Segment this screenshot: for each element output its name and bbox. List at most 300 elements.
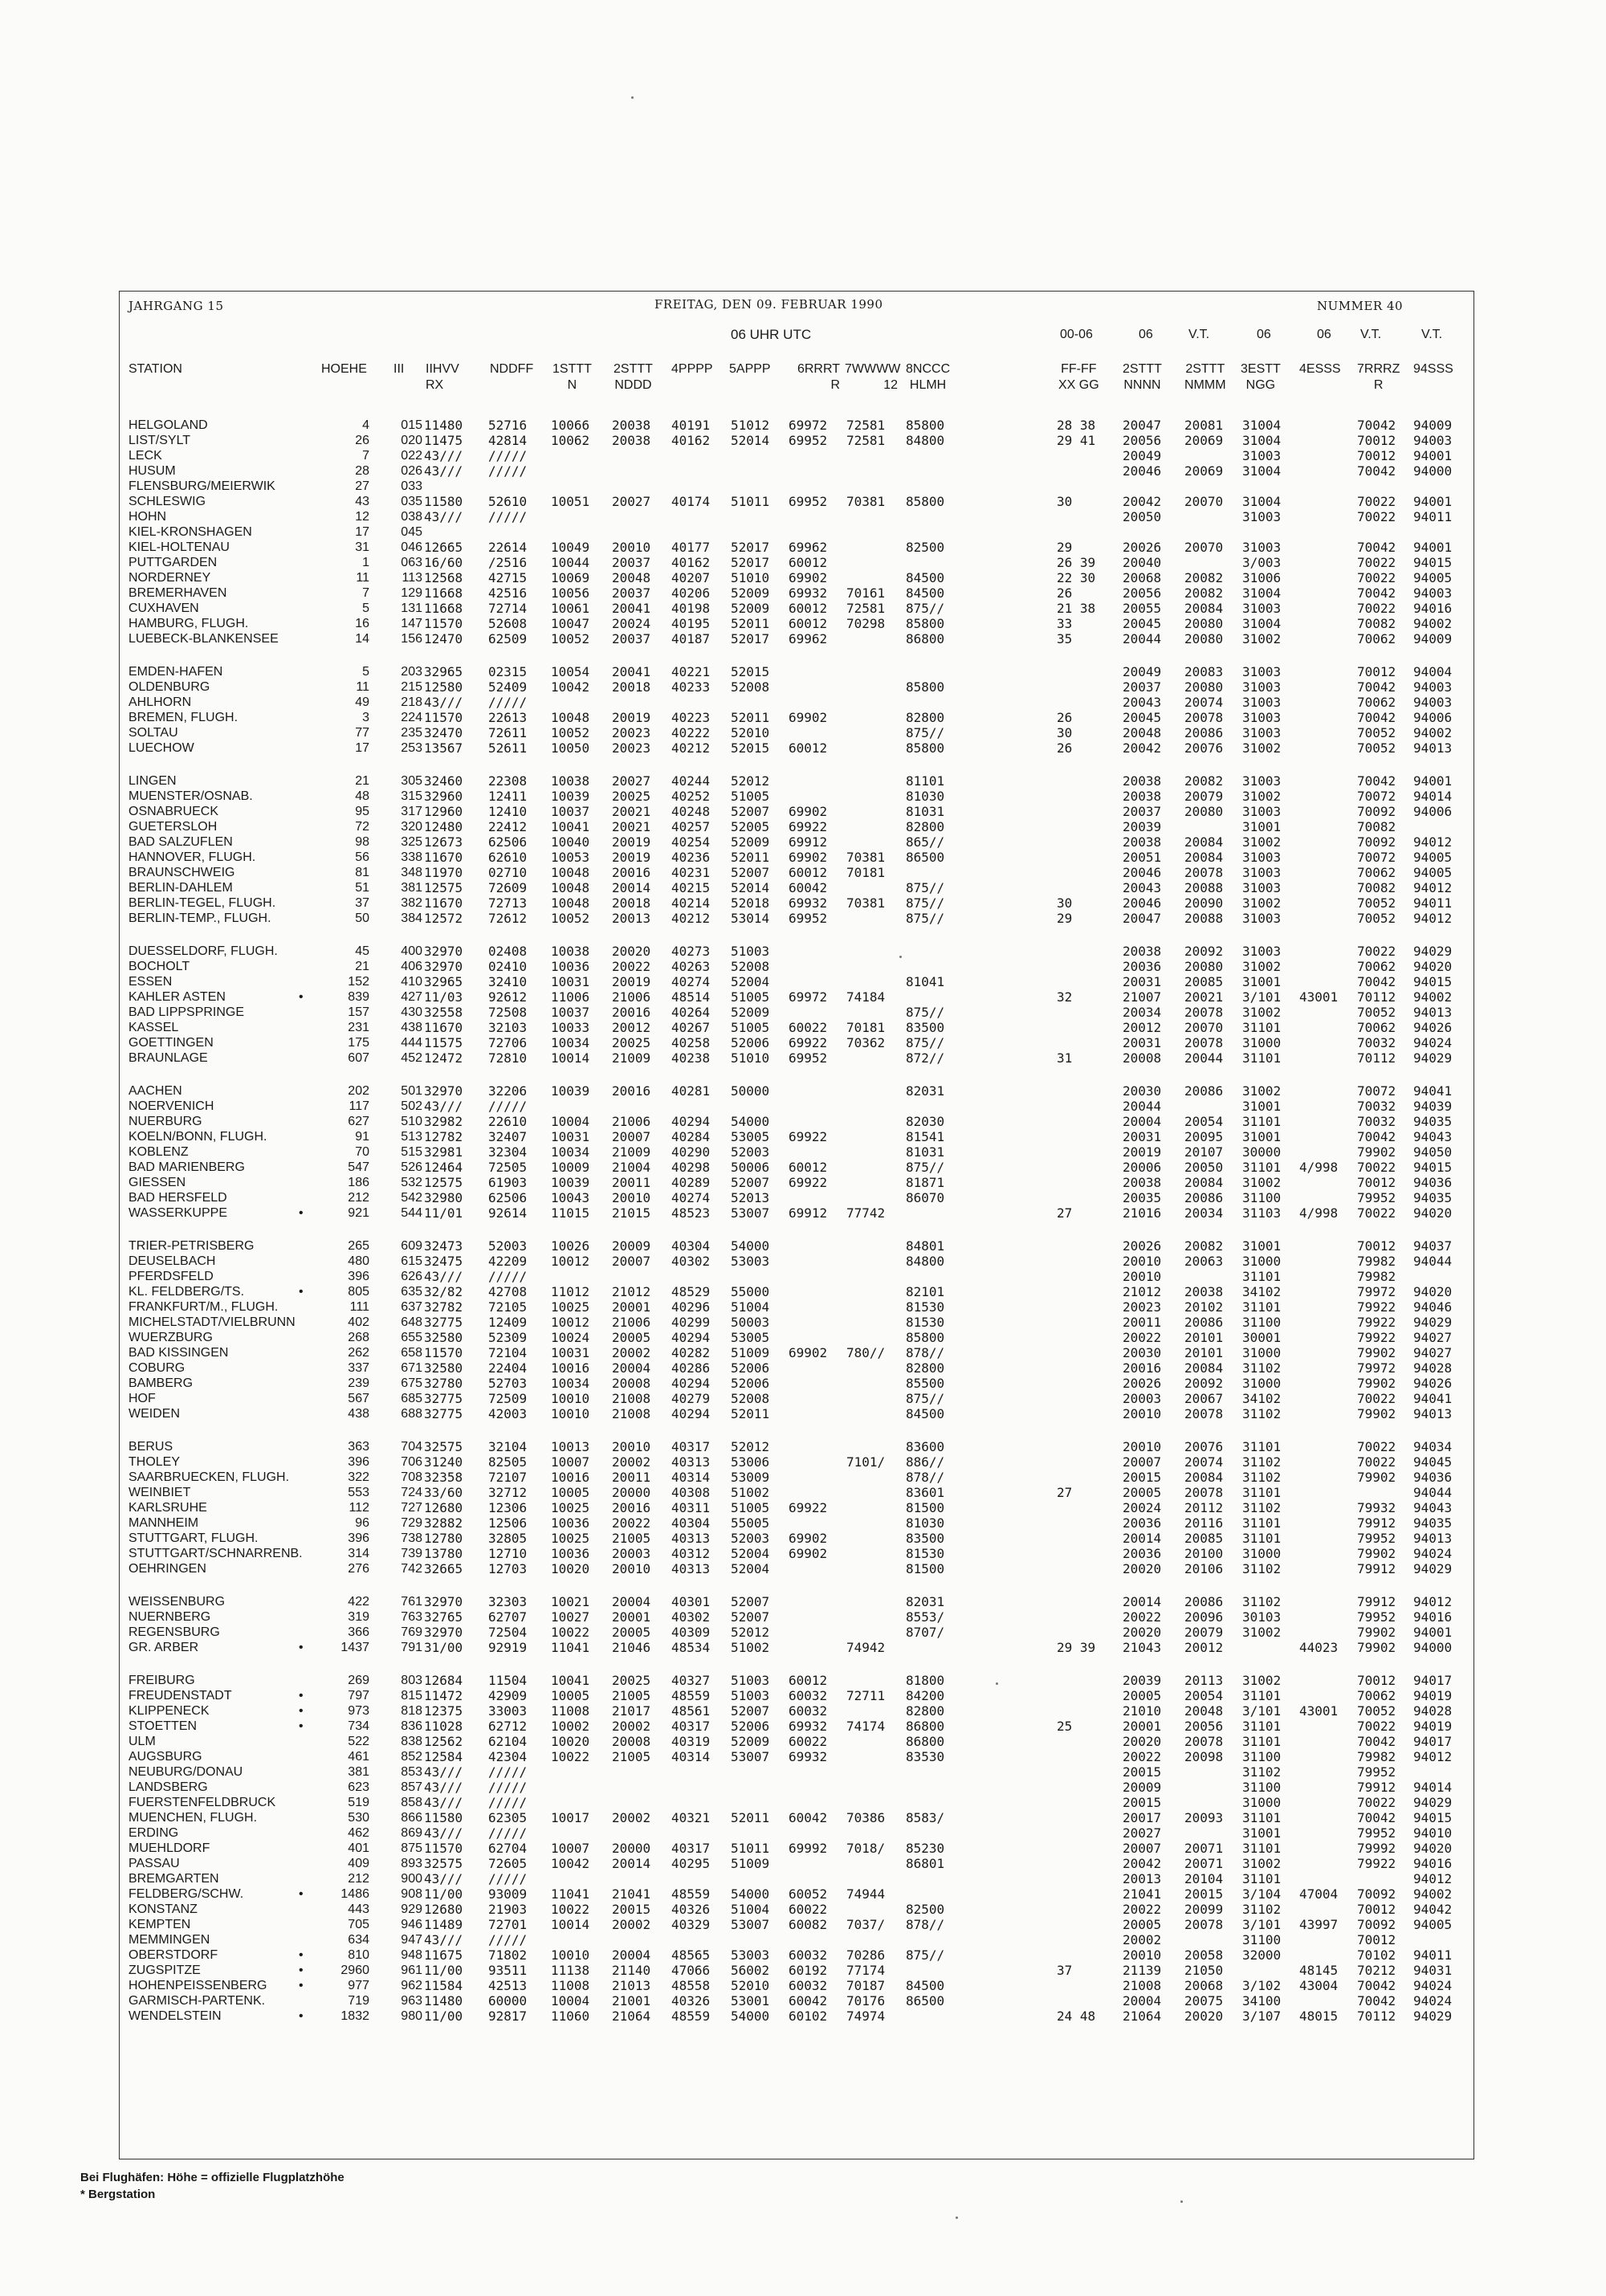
supplementary-group: 20098 — [1184, 1749, 1224, 1764]
synop-group: 92612 — [488, 989, 528, 1005]
synop-group: 32470 — [424, 725, 463, 740]
table-row — [0, 1144, 1606, 1160]
table-row — [0, 433, 1606, 449]
synop-group: 20004 — [612, 1947, 651, 1963]
synop-group: 12562 — [424, 1734, 463, 1749]
synop-group: 11668 — [424, 585, 463, 601]
synop-group: 10012 — [551, 1315, 590, 1330]
supplementary-group: 31101 — [1242, 1439, 1282, 1454]
synop-group: 62506 — [488, 834, 528, 850]
synop-group: 60000 — [488, 1993, 528, 2008]
supplementary-group: 70082 — [1357, 819, 1396, 834]
supplementary-group: 94002 — [1413, 1886, 1453, 1902]
supplementary-group: 31001 — [1242, 1129, 1282, 1144]
supplementary-group: 31003 — [1242, 601, 1282, 616]
supplementary-group: 29 — [1057, 540, 1073, 555]
synop-group: 32775 — [424, 1406, 463, 1421]
supplementary-group: 20058 — [1184, 1947, 1224, 1963]
synop-group: 48559 — [671, 1688, 711, 1703]
station-height: 396 — [348, 1531, 369, 1545]
synop-group: 10041 — [551, 1673, 590, 1688]
synop-group: 52007 — [731, 1175, 770, 1190]
synop-group: 11/00 — [424, 1886, 463, 1902]
supplementary-group: 20037 — [1123, 804, 1162, 819]
station-index: 400 — [401, 944, 422, 958]
mountain-station-marker: • — [299, 2009, 304, 2023]
supplementary-group: 31102 — [1242, 1594, 1282, 1609]
station-name: MANNHEIM — [128, 1516, 199, 1530]
synop-group: ///// — [488, 1871, 528, 1886]
synop-group: 69902 — [789, 1531, 828, 1546]
supplementary-group: 30103 — [1242, 1609, 1282, 1625]
supplementary-group: 94012 — [1413, 911, 1453, 926]
supplementary-group: 20046 — [1123, 865, 1162, 880]
station-name: HELGOLAND — [128, 418, 208, 432]
station-index: 410 — [401, 975, 422, 989]
synop-group: 40317 — [671, 1841, 711, 1856]
supplementary-group: 31101 — [1242, 1810, 1282, 1825]
supplementary-group: 20015 — [1123, 1764, 1162, 1780]
synop-group: 31240 — [424, 1454, 463, 1470]
synop-group: 40263 — [671, 959, 711, 974]
station-index: 035 — [401, 495, 422, 508]
station-index: 962 — [401, 1979, 422, 1992]
synop-group: 48565 — [671, 1947, 711, 1963]
supplementary-group: 31000 — [1242, 1254, 1282, 1269]
station-index: 325 — [401, 835, 422, 849]
synop-group: 10069 — [551, 570, 590, 585]
scan-speck — [631, 96, 634, 99]
supplementary-group: 20015 — [1184, 1886, 1224, 1902]
supplementary-group: 3/104 — [1242, 1886, 1282, 1902]
synop-group: 43/// — [424, 509, 463, 524]
station-name: MEMMINGEN — [128, 1933, 210, 1947]
synop-group: 10053 — [551, 850, 590, 865]
supplementary-group: 70022 — [1357, 1439, 1396, 1454]
supplementary-group: 94017 — [1413, 1673, 1453, 1688]
table-row — [0, 1673, 1606, 1689]
station-name: COBURG — [128, 1361, 185, 1375]
supplementary-group: 20010 — [1123, 1406, 1162, 1421]
synop-group: 10041 — [551, 819, 590, 834]
station-index: 818 — [401, 1704, 422, 1718]
supplementary-group: 20095 — [1184, 1129, 1224, 1144]
supplementary-group: 27 — [1057, 1205, 1073, 1221]
synop-group: 51005 — [731, 1020, 770, 1035]
scan-speck — [899, 956, 902, 958]
synop-group: 12464 — [424, 1160, 463, 1175]
station-name: BRAUNLAGE — [128, 1051, 208, 1065]
supplementary-group: 79912 — [1357, 1594, 1396, 1609]
synop-group: ///// — [488, 1780, 528, 1795]
supplementary-group: 30 — [1057, 494, 1073, 509]
synop-group: 53007 — [731, 1749, 770, 1764]
synop-group: 11472 — [424, 1688, 463, 1703]
synop-group: 40296 — [671, 1299, 711, 1315]
supplementary-group: 79972 — [1357, 1284, 1396, 1299]
supplementary-group: 20083 — [1184, 664, 1224, 679]
synop-group: 55000 — [731, 1284, 770, 1299]
synop-group: 69922 — [789, 1175, 828, 1190]
station-name: BERLIN-DAHLEM — [128, 881, 233, 895]
station-index: 724 — [401, 1486, 422, 1499]
synop-group: 8583/ — [906, 1810, 945, 1825]
supplementary-group: 20015 — [1123, 1795, 1162, 1810]
synop-group: 40319 — [671, 1734, 711, 1749]
synop-group: 12470 — [424, 631, 463, 646]
supplementary-group: 94029 — [1413, 1561, 1453, 1576]
station-index: 544 — [401, 1206, 422, 1220]
synop-group: 51010 — [731, 1050, 770, 1066]
synop-group: 48534 — [671, 1640, 711, 1655]
supplementary-group: 94042 — [1413, 1902, 1453, 1917]
supplementary-group: 20101 — [1184, 1345, 1224, 1360]
supplementary-group: 31003 — [1242, 695, 1282, 710]
synop-group: 11/00 — [424, 1963, 463, 1978]
table-row — [0, 1932, 1606, 1948]
synop-group: 12306 — [488, 1500, 528, 1515]
synop-group: 21012 — [612, 1284, 651, 1299]
supplementary-group: 20112 — [1184, 1500, 1224, 1515]
synop-group: 52008 — [731, 679, 770, 695]
supplementary-group: 20001 — [1123, 1719, 1162, 1734]
synop-group: 32882 — [424, 1515, 463, 1531]
synop-group: 53009 — [731, 1470, 770, 1485]
station-index: 688 — [401, 1407, 422, 1421]
hdr-r2sttt: 2STTT NNNN — [1123, 362, 1162, 392]
supplementary-group: 94001 — [1413, 540, 1453, 555]
synop-group: 13567 — [424, 740, 463, 756]
station-name: CUXHAVEN — [128, 602, 199, 615]
supplementary-group: 20023 — [1123, 1299, 1162, 1315]
synop-group: 32960 — [424, 789, 463, 804]
station-height: 21 — [355, 960, 369, 973]
supplementary-group: 70042 — [1357, 1129, 1396, 1144]
station-name: AUGSBURG — [128, 1750, 202, 1764]
supplementary-group: 3/101 — [1242, 989, 1282, 1005]
footer-note-airports: Bei Flughäfen: Höhe = offizielle Flugplatzhöhe — [80, 2171, 344, 2184]
station-height: 1437 — [340, 1641, 369, 1654]
synop-group: 10020 — [551, 1734, 590, 1749]
synop-group: 40279 — [671, 1391, 711, 1406]
synop-group: 70298 — [846, 616, 886, 631]
supplementary-group: 94024 — [1413, 1993, 1453, 2008]
station-height: 366 — [348, 1625, 369, 1639]
synop-group: 32303 — [488, 1594, 528, 1609]
synop-group: 72714 — [488, 601, 528, 616]
supplementary-group: 70072 — [1357, 850, 1396, 865]
synop-group: 12480 — [424, 819, 463, 834]
station-name: ZUGSPITZE — [128, 1964, 201, 1977]
supplementary-group: 20035 — [1123, 1190, 1162, 1205]
synop-group: 60022 — [789, 1020, 828, 1035]
synop-group: 74974 — [846, 2008, 886, 2024]
supplementary-group: 94005 — [1413, 570, 1453, 585]
supplementary-group: 94011 — [1413, 895, 1453, 911]
supplementary-group: 31102 — [1242, 1500, 1282, 1515]
synop-group: 875// — [906, 1947, 945, 1963]
supplementary-group: 20078 — [1184, 1035, 1224, 1050]
synop-group: 10034 — [551, 1144, 590, 1160]
synop-group: 10016 — [551, 1360, 590, 1376]
station-name: FREIBURG — [128, 1674, 195, 1687]
station-name: DEUSELBACH — [128, 1254, 216, 1268]
supplementary-group: 70062 — [1357, 695, 1396, 710]
supplementary-group: 20096 — [1184, 1609, 1224, 1625]
supplementary-group: 20030 — [1123, 1083, 1162, 1099]
synop-group: 60082 — [789, 1917, 828, 1932]
synop-group: 10022 — [551, 1749, 590, 1764]
synop-group: 20010 — [612, 1561, 651, 1576]
station-index: 218 — [401, 695, 422, 709]
supplementary-group: 31100 — [1242, 1315, 1282, 1330]
synop-group: 21001 — [612, 1993, 651, 2008]
station-name: WENDELSTEIN — [128, 2009, 222, 2023]
synop-group: 52716 — [488, 418, 528, 433]
synop-group: 22614 — [488, 540, 528, 555]
supplementary-group: 70022 — [1357, 509, 1396, 524]
synop-group: 61903 — [488, 1175, 528, 1190]
synop-group: 20018 — [612, 679, 651, 695]
synop-group: 84800 — [906, 433, 945, 448]
supplementary-group: 20015 — [1123, 1470, 1162, 1485]
synop-group: 875// — [906, 1005, 945, 1020]
supplementary-group: 32000 — [1242, 1947, 1282, 1963]
synop-group: 52015 — [731, 664, 770, 679]
supplementary-group: 24 48 — [1057, 2008, 1096, 2024]
supplementary-group: 20104 — [1184, 1871, 1224, 1886]
synop-group: 12680 — [424, 1500, 463, 1515]
supplementary-group: 20078 — [1184, 1917, 1224, 1932]
synop-group: 40252 — [671, 789, 711, 804]
synop-group: 60012 — [789, 1673, 828, 1688]
synop-group: 10021 — [551, 1594, 590, 1609]
synop-group: 42909 — [488, 1688, 528, 1703]
station-index: 685 — [401, 1392, 422, 1405]
station-name: HAMBURG, FLUGH. — [128, 617, 249, 630]
supplementary-group: 94013 — [1413, 1406, 1453, 1421]
synop-group: 72609 — [488, 880, 528, 895]
station-index: 253 — [401, 741, 422, 755]
synop-group: 32782 — [424, 1299, 463, 1315]
synop-group: 70381 — [846, 494, 886, 509]
supplementary-group: 70072 — [1357, 1083, 1396, 1099]
supplementary-group: 33 — [1057, 616, 1073, 631]
synop-group: 20016 — [612, 1005, 651, 1020]
synop-group: 20037 — [612, 555, 651, 570]
supplementary-group: 20055 — [1123, 601, 1162, 616]
synop-group: 74174 — [846, 1719, 886, 1734]
synop-group: 85500 — [906, 1376, 945, 1391]
table-row — [0, 1175, 1606, 1191]
synop-group: 81530 — [906, 1315, 945, 1330]
station-index: 763 — [401, 1610, 422, 1624]
synop-group: 12375 — [424, 1703, 463, 1719]
synop-group: 72581 — [846, 418, 886, 433]
supplementary-group: 20069 — [1184, 463, 1224, 479]
synop-group: 52018 — [731, 895, 770, 911]
supplementary-group: 70042 — [1357, 974, 1396, 989]
supplementary-group: 94034 — [1413, 1439, 1453, 1454]
synop-group: 21013 — [612, 1978, 651, 1993]
supplementary-group: 31003 — [1242, 944, 1282, 959]
supplementary-group: 20078 — [1184, 1406, 1224, 1421]
supplementary-group: 20004 — [1123, 1114, 1162, 1129]
supplementary-group: 32 — [1057, 989, 1073, 1005]
synop-group: 69932 — [789, 585, 828, 601]
synop-group: 20020 — [612, 944, 651, 959]
station-index: 803 — [401, 1674, 422, 1687]
synop-group: 72104 — [488, 1345, 528, 1360]
station-height: 409 — [348, 1857, 369, 1870]
table-row — [0, 1035, 1606, 1051]
supplementary-group: 79982 — [1357, 1269, 1396, 1284]
synop-group: 48561 — [671, 1703, 711, 1719]
station-index: 857 — [401, 1780, 422, 1794]
table-row — [0, 540, 1606, 556]
supplementary-group: 79972 — [1357, 1360, 1396, 1376]
synop-group: 53003 — [731, 1947, 770, 1963]
supplementary-group: 31101 — [1242, 1531, 1282, 1546]
synop-group: 40314 — [671, 1470, 711, 1485]
station-height: 276 — [348, 1562, 369, 1576]
synop-group: 72713 — [488, 895, 528, 911]
supplementary-group: 20082 — [1184, 1238, 1224, 1254]
synop-group: 43/// — [424, 463, 463, 479]
supplementary-group: 20022 — [1123, 1902, 1162, 1917]
table-row — [0, 989, 1606, 1005]
synop-group: 40206 — [671, 585, 711, 601]
supplementary-group: 20086 — [1184, 1315, 1224, 1330]
station-height: 921 — [348, 1206, 369, 1220]
synop-group: 40273 — [671, 944, 711, 959]
station-index: 147 — [401, 617, 422, 630]
supplementary-group: 94035 — [1413, 1190, 1453, 1205]
synop-group: 11/01 — [424, 1205, 463, 1221]
station-name: AACHEN — [128, 1084, 182, 1098]
supplementary-group: 94015 — [1413, 555, 1453, 570]
supplementary-group: 31001 — [1242, 1825, 1282, 1841]
station-index: 156 — [401, 632, 422, 646]
supplementary-group: 94029 — [1413, 2008, 1453, 2024]
synop-group: 20002 — [612, 1345, 651, 1360]
supplementary-group: 94016 — [1413, 1609, 1453, 1625]
station-height: 231 — [348, 1021, 369, 1034]
table-row — [0, 819, 1606, 835]
synop-group: 52409 — [488, 679, 528, 695]
supplementary-group: 31101 — [1242, 1050, 1282, 1066]
supplementary-group: 21064 — [1123, 2008, 1162, 2024]
table-row — [0, 1947, 1606, 1964]
synop-group: 32765 — [424, 1609, 463, 1625]
supplementary-group: 21 38 — [1057, 601, 1096, 616]
synop-group: 40248 — [671, 804, 711, 819]
synop-group: 52610 — [488, 494, 528, 509]
supplementary-group: 20078 — [1184, 1005, 1224, 1020]
synop-group: 40177 — [671, 540, 711, 555]
synop-group: 69932 — [789, 1749, 828, 1764]
synop-group: 11015 — [551, 1205, 590, 1221]
synop-group: 20022 — [612, 959, 651, 974]
synop-group: 51003 — [731, 1688, 770, 1703]
supplementary-group: 27 — [1057, 1485, 1073, 1500]
station-index: 980 — [401, 2009, 422, 2023]
station-name: PFERDSFELD — [128, 1270, 214, 1283]
synop-group: 22404 — [488, 1360, 528, 1376]
supplementary-group: 94026 — [1413, 1376, 1453, 1391]
supplementary-group: 20085 — [1184, 1531, 1224, 1546]
station-height: 51 — [355, 881, 369, 895]
synop-group: 10052 — [551, 631, 590, 646]
supplementary-group: 20013 — [1123, 1871, 1162, 1886]
table-row — [0, 664, 1606, 680]
supplementary-group: 20045 — [1123, 616, 1162, 631]
synop-group: 32104 — [488, 1439, 528, 1454]
synop-group: 20010 — [612, 1439, 651, 1454]
station-height: 14 — [355, 632, 369, 646]
synop-group: 42209 — [488, 1254, 528, 1269]
supplementary-group: 31001 — [1242, 819, 1282, 834]
supplementary-group: 79912 — [1357, 1561, 1396, 1576]
synop-group: 20027 — [612, 494, 651, 509]
supplementary-group: 94020 — [1413, 1205, 1453, 1221]
station-height: 95 — [355, 805, 369, 818]
supplementary-group: 94012 — [1413, 1749, 1453, 1764]
synop-group: 40294 — [671, 1330, 711, 1345]
station-name: SCHLESWIG — [128, 495, 206, 508]
date-title: FREITAG, DEN 09. FEBRUAR 1990 — [654, 297, 883, 312]
supplementary-group: 79952 — [1357, 1190, 1396, 1205]
table-row — [0, 740, 1606, 756]
supplementary-group: 70042 — [1357, 1978, 1396, 1993]
synop-group: 40257 — [671, 819, 711, 834]
supplementary-group: 94024 — [1413, 1546, 1453, 1561]
station-name: GR. ARBER — [128, 1641, 199, 1654]
synop-group: 20037 — [612, 631, 651, 646]
supplementary-group: 3/003 — [1242, 555, 1282, 570]
synop-group: 74184 — [846, 989, 886, 1005]
supplementary-group: 31004 — [1242, 463, 1282, 479]
synop-group: 40215 — [671, 880, 711, 895]
synop-group: 10039 — [551, 1083, 590, 1099]
synop-group: 69952 — [789, 494, 828, 509]
supplementary-group: 94015 — [1413, 1160, 1453, 1175]
synop-group: 84800 — [906, 1254, 945, 1269]
synop-group: 20016 — [612, 1500, 651, 1515]
synop-group: 40302 — [671, 1254, 711, 1269]
station-name: KARLSRUHE — [128, 1501, 207, 1515]
synop-group: 40282 — [671, 1345, 711, 1360]
station-index: 655 — [401, 1331, 422, 1344]
station-name: HOHN — [128, 510, 167, 524]
supplementary-group: 20048 — [1123, 725, 1162, 740]
synop-group: 93009 — [488, 1886, 528, 1902]
synop-group: 60012 — [789, 601, 828, 616]
supplementary-group: 70072 — [1357, 789, 1396, 804]
station-height: 96 — [355, 1516, 369, 1530]
synop-group: 52011 — [731, 616, 770, 631]
supplementary-group: 94003 — [1413, 433, 1453, 448]
synop-group: ///// — [488, 509, 528, 524]
synop-group: 875// — [906, 911, 945, 926]
synop-group: 20002 — [612, 1719, 651, 1734]
supplementary-group: 94039 — [1413, 1099, 1453, 1114]
synop-group: 21009 — [612, 1050, 651, 1066]
synop-group: 32980 — [424, 1190, 463, 1205]
synop-group: 84801 — [906, 1238, 945, 1254]
supplementary-group: 20010 — [1123, 1439, 1162, 1454]
station-name: GARMISCH-PARTENK. — [128, 1994, 266, 2008]
